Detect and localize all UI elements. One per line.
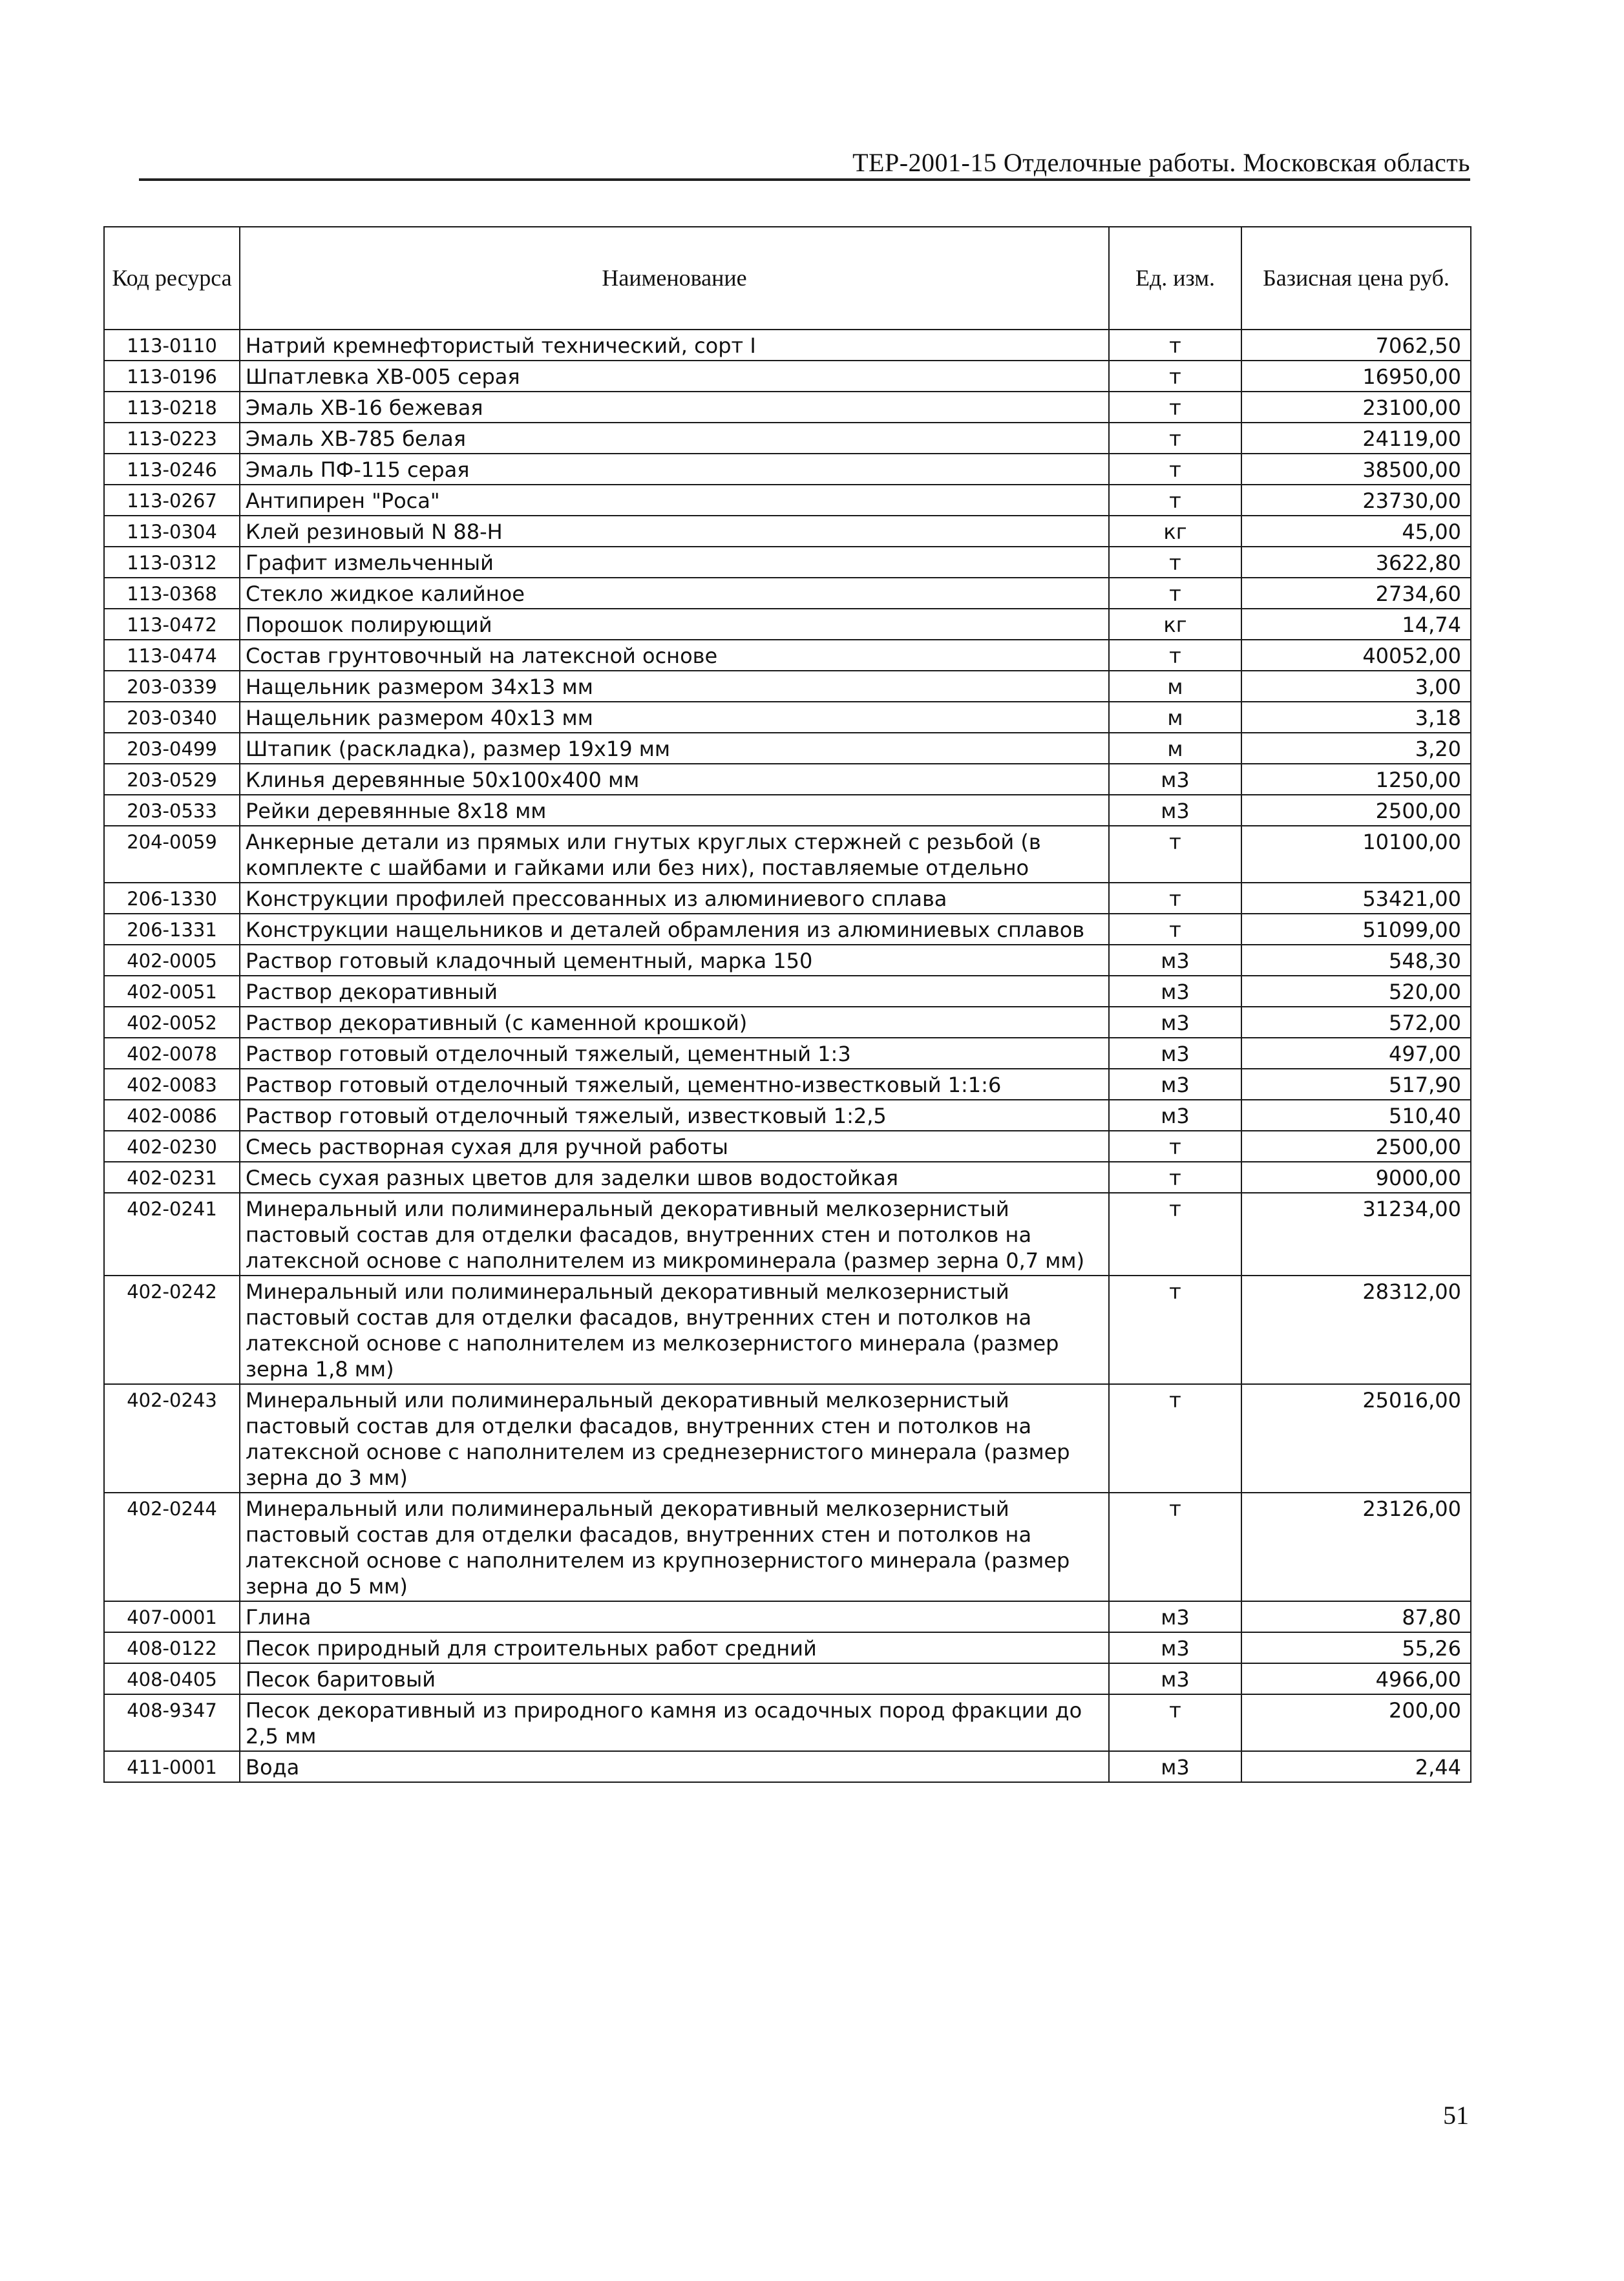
resource-code-cell: 206-1330 — [104, 883, 240, 914]
unit-cell: м3 — [1109, 1100, 1241, 1131]
resource-name-cell: Раствор готовый отделочный тяжелый, цементно-известковый 1:1:6 — [240, 1069, 1109, 1100]
table-row — [104, 1100, 1471, 1131]
price-cell: 3,20 — [1241, 733, 1471, 764]
resource-code-cell: 113-0368 — [104, 578, 240, 609]
table-row — [104, 1162, 1471, 1193]
resource-name-cell: Состав грунтовочный на латексной основе — [240, 640, 1109, 671]
price-cell: 31234,00 — [1241, 1193, 1471, 1276]
unit-cell: т — [1109, 485, 1241, 516]
unit-cell: кг — [1109, 516, 1241, 547]
resource-name-cell: Глина — [240, 1601, 1109, 1632]
unit-cell: м3 — [1109, 1007, 1241, 1038]
price-cell: 25016,00 — [1241, 1384, 1471, 1493]
table-row — [104, 733, 1471, 764]
resource-name-cell: Нащельник размером 34х13 мм — [240, 671, 1109, 702]
price-cell: 3,18 — [1241, 702, 1471, 733]
resource-code-cell: 411-0001 — [104, 1751, 240, 1782]
resource-name-cell: Минеральный или полиминеральный декоративный мелкозернистый пастовый состав для отделки фасадов, внутренних стен и потолков на латексной основе с наполнителем из среднезернистого минерала (размер зерна до 3 мм) — [240, 1384, 1109, 1493]
table-row — [104, 671, 1471, 702]
table-row — [104, 1632, 1471, 1663]
resource-name-cell: Конструкции профилей прессованных из алюминиевого сплава — [240, 883, 1109, 914]
unit-cell: м3 — [1109, 945, 1241, 976]
unit-cell: т — [1109, 454, 1241, 485]
unit-cell: т — [1109, 883, 1241, 914]
resource-name-cell: Анкерные детали из прямых или гнутых круглых стержней с резьбой (в комплекте с шайбами и гайками или без них), поставляемые отдельно — [240, 826, 1109, 883]
resource-name-cell: Минеральный или полиминеральный декоративный мелкозернистый пастовый состав для отделки фасадов, внутренних стен и потолков на латексной основе с наполнителем из микроминерала (размер зерна 0,7 мм) — [240, 1193, 1109, 1276]
price-cell: 10100,00 — [1241, 826, 1471, 883]
resource-name-cell: Эмаль ХВ-785 белая — [240, 423, 1109, 454]
resource-code-cell: 408-0405 — [104, 1663, 240, 1694]
price-cell: 7062,50 — [1241, 330, 1471, 361]
resource-code-cell: 407-0001 — [104, 1601, 240, 1632]
resource-code-cell: 203-0529 — [104, 764, 240, 795]
resource-code-cell: 203-0340 — [104, 702, 240, 733]
price-cell: 9000,00 — [1241, 1162, 1471, 1193]
column-header-unit: Ед. изм. — [1109, 227, 1241, 330]
table-row — [104, 883, 1471, 914]
price-cell: 520,00 — [1241, 976, 1471, 1007]
unit-cell: м3 — [1109, 1663, 1241, 1694]
resource-name-cell: Минеральный или полиминеральный декоративный мелкозернистый пастовый состав для отделки фасадов, внутренних стен и потолков на латексной основе с наполнителем из мелкозернистого минерала (размер зерна 1,8 мм) — [240, 1276, 1109, 1384]
price-cell: 517,90 — [1241, 1069, 1471, 1100]
price-cell: 40052,00 — [1241, 640, 1471, 671]
table-row — [104, 361, 1471, 392]
table-row — [104, 640, 1471, 671]
resource-code-cell: 113-0304 — [104, 516, 240, 547]
resource-name-cell: Раствор декоративный — [240, 976, 1109, 1007]
price-cell: 2500,00 — [1241, 1131, 1471, 1162]
table-row — [104, 454, 1471, 485]
price-cell: 510,40 — [1241, 1100, 1471, 1131]
table-row — [104, 1131, 1471, 1162]
table-row — [104, 1663, 1471, 1694]
resource-name-cell: Раствор готовый кладочный цементный, марка 150 — [240, 945, 1109, 976]
table-body — [104, 330, 1471, 1782]
table-row — [104, 1751, 1471, 1782]
table-row — [104, 1007, 1471, 1038]
price-cell: 572,00 — [1241, 1007, 1471, 1038]
table-row — [104, 485, 1471, 516]
price-cell: 2,44 — [1241, 1751, 1471, 1782]
resource-name-cell: Смесь сухая разных цветов для заделки швов водостойкая — [240, 1162, 1109, 1193]
table-row — [104, 1193, 1471, 1276]
price-cell: 3,00 — [1241, 671, 1471, 702]
price-cell: 14,74 — [1241, 609, 1471, 640]
resource-code-cell: 113-0312 — [104, 547, 240, 578]
table-row — [104, 392, 1471, 423]
column-header-price: Базисная цена руб. — [1241, 227, 1471, 330]
resource-code-cell: 402-0051 — [104, 976, 240, 1007]
unit-cell: т — [1109, 392, 1241, 423]
resource-name-cell: Песок баритовый — [240, 1663, 1109, 1694]
resource-name-cell: Клей резиновый N 88-Н — [240, 516, 1109, 547]
unit-cell: м — [1109, 671, 1241, 702]
resource-code-cell: 113-0223 — [104, 423, 240, 454]
resource-code-cell: 402-0052 — [104, 1007, 240, 1038]
resource-code-cell: 402-0083 — [104, 1069, 240, 1100]
resource-code-cell: 206-1331 — [104, 914, 240, 945]
resource-name-cell: Нащельник размером 40х13 мм — [240, 702, 1109, 733]
unit-cell: м3 — [1109, 1751, 1241, 1782]
price-cell: 16950,00 — [1241, 361, 1471, 392]
resource-code-cell: 402-0243 — [104, 1384, 240, 1493]
price-cell: 200,00 — [1241, 1694, 1471, 1751]
unit-cell: т — [1109, 914, 1241, 945]
resource-code-cell: 113-0472 — [104, 609, 240, 640]
resource-name-cell: Вода — [240, 1751, 1109, 1782]
resource-code-cell: 113-0474 — [104, 640, 240, 671]
resource-code-cell: 113-0246 — [104, 454, 240, 485]
table-row — [104, 702, 1471, 733]
resource-code-cell: 402-0231 — [104, 1162, 240, 1193]
resource-code-cell: 204-0059 — [104, 826, 240, 883]
header-divider — [139, 178, 1470, 181]
unit-cell: м — [1109, 702, 1241, 733]
resource-code-cell: 408-9347 — [104, 1694, 240, 1751]
resource-code-cell: 402-0005 — [104, 945, 240, 976]
resource-name-cell: Минеральный или полиминеральный декоративный мелкозернистый пастовый состав для отделки фасадов, внутренних стен и потолков на латексной основе с наполнителем из крупнозернистого минерала (размер зерна до 5 мм) — [240, 1493, 1109, 1601]
resource-code-cell: 402-0230 — [104, 1131, 240, 1162]
resource-name-cell: Песок природный для строительных работ средний — [240, 1632, 1109, 1663]
resource-code-cell: 402-0244 — [104, 1493, 240, 1601]
unit-cell: т — [1109, 640, 1241, 671]
unit-cell: м3 — [1109, 1069, 1241, 1100]
resource-code-cell: 203-0499 — [104, 733, 240, 764]
resource-name-cell: Конструкции нащельников и деталей обрамления из алюминиевых сплавов — [240, 914, 1109, 945]
price-cell: 45,00 — [1241, 516, 1471, 547]
resource-name-cell: Эмаль ХВ-16 бежевая — [240, 392, 1109, 423]
price-cell: 24119,00 — [1241, 423, 1471, 454]
table-row — [104, 516, 1471, 547]
price-cell: 4966,00 — [1241, 1663, 1471, 1694]
unit-cell: т — [1109, 1193, 1241, 1276]
resource-name-cell: Стекло жидкое калийное — [240, 578, 1109, 609]
price-cell: 548,30 — [1241, 945, 1471, 976]
table-row — [104, 578, 1471, 609]
unit-cell: т — [1109, 1493, 1241, 1601]
table-row — [104, 547, 1471, 578]
price-cell: 497,00 — [1241, 1038, 1471, 1069]
price-cell: 23730,00 — [1241, 485, 1471, 516]
unit-cell: т — [1109, 547, 1241, 578]
resource-code-cell: 402-0242 — [104, 1276, 240, 1384]
resource-name-cell: Клинья деревянные 50х100х400 мм — [240, 764, 1109, 795]
table-row — [104, 1601, 1471, 1632]
unit-cell: м3 — [1109, 1632, 1241, 1663]
unit-cell: м3 — [1109, 1601, 1241, 1632]
unit-cell: т — [1109, 423, 1241, 454]
resource-name-cell: Натрий кремнефтористый технический, сорт I — [240, 330, 1109, 361]
table-row — [104, 795, 1471, 826]
unit-cell: т — [1109, 1276, 1241, 1384]
resource-price-table — [103, 226, 1471, 1783]
table-row — [104, 976, 1471, 1007]
column-header-code: Код ресурса — [104, 227, 240, 330]
resource-name-cell: Песок декоративный из природного камня из осадочных пород фракции до 2,5 мм — [240, 1694, 1109, 1751]
price-cell: 38500,00 — [1241, 454, 1471, 485]
table-row — [104, 1069, 1471, 1100]
unit-cell: м3 — [1109, 795, 1241, 826]
resource-code-cell: 402-0241 — [104, 1193, 240, 1276]
price-cell: 2734,60 — [1241, 578, 1471, 609]
table-row — [104, 423, 1471, 454]
unit-cell: т — [1109, 1384, 1241, 1493]
table-row — [104, 1384, 1471, 1493]
table-row — [104, 609, 1471, 640]
resource-code-cell: 113-0218 — [104, 392, 240, 423]
unit-cell: т — [1109, 1694, 1241, 1751]
price-cell: 23100,00 — [1241, 392, 1471, 423]
resource-code-cell: 402-0086 — [104, 1100, 240, 1131]
resource-name-cell: Раствор готовый отделочный тяжелый, известковый 1:2,5 — [240, 1100, 1109, 1131]
resource-code-cell: 203-0339 — [104, 671, 240, 702]
unit-cell: м — [1109, 733, 1241, 764]
table-row — [104, 826, 1471, 883]
resource-name-cell: Смесь растворная сухая для ручной работы — [240, 1131, 1109, 1162]
unit-cell: т — [1109, 1131, 1241, 1162]
unit-cell: кг — [1109, 609, 1241, 640]
resource-code-cell: 402-0078 — [104, 1038, 240, 1069]
unit-cell: т — [1109, 1162, 1241, 1193]
price-cell: 28312,00 — [1241, 1276, 1471, 1384]
unit-cell: м3 — [1109, 764, 1241, 795]
resource-name-cell: Раствор декоративный (с каменной крошкой) — [240, 1007, 1109, 1038]
unit-cell: т — [1109, 578, 1241, 609]
price-cell: 23126,00 — [1241, 1493, 1471, 1601]
resource-code-cell: 113-0267 — [104, 485, 240, 516]
price-cell: 55,26 — [1241, 1632, 1471, 1663]
table-row — [104, 1694, 1471, 1751]
unit-cell: м3 — [1109, 1038, 1241, 1069]
resource-name-cell: Антипирен "Роса" — [240, 485, 1109, 516]
resource-name-cell: Шпатлевка ХВ-005 серая — [240, 361, 1109, 392]
resource-name-cell: Порошок полирующий — [240, 609, 1109, 640]
table-row — [104, 1276, 1471, 1384]
price-cell: 2500,00 — [1241, 795, 1471, 826]
page-number: 51 — [1443, 2101, 1469, 2130]
column-header-name: Наименование — [240, 227, 1109, 330]
table-row — [104, 1493, 1471, 1601]
resource-code-cell: 408-0122 — [104, 1632, 240, 1663]
table-row — [104, 1038, 1471, 1069]
table-row — [104, 945, 1471, 976]
resource-code-cell: 113-0110 — [104, 330, 240, 361]
table-row — [104, 764, 1471, 795]
table-header-row — [104, 227, 1471, 330]
resource-code-cell: 203-0533 — [104, 795, 240, 826]
resource-name-cell: Раствор готовый отделочный тяжелый, цементный 1:3 — [240, 1038, 1109, 1069]
table-row — [104, 330, 1471, 361]
price-cell: 3622,80 — [1241, 547, 1471, 578]
resource-name-cell: Эмаль ПФ-115 серая — [240, 454, 1109, 485]
unit-cell: т — [1109, 330, 1241, 361]
price-cell: 51099,00 — [1241, 914, 1471, 945]
unit-cell: т — [1109, 361, 1241, 392]
price-cell: 87,80 — [1241, 1601, 1471, 1632]
price-cell: 1250,00 — [1241, 764, 1471, 795]
table-row — [104, 914, 1471, 945]
resource-name-cell: Рейки деревянные 8х18 мм — [240, 795, 1109, 826]
resource-name-cell: Штапик (раскладка), размер 19х19 мм — [240, 733, 1109, 764]
document-header-title: ТЕР-2001-15 Отделочные работы. Московская область — [852, 148, 1470, 177]
unit-cell: т — [1109, 826, 1241, 883]
price-cell: 53421,00 — [1241, 883, 1471, 914]
unit-cell: м3 — [1109, 976, 1241, 1007]
resource-name-cell: Графит измельченный — [240, 547, 1109, 578]
resource-code-cell: 113-0196 — [104, 361, 240, 392]
